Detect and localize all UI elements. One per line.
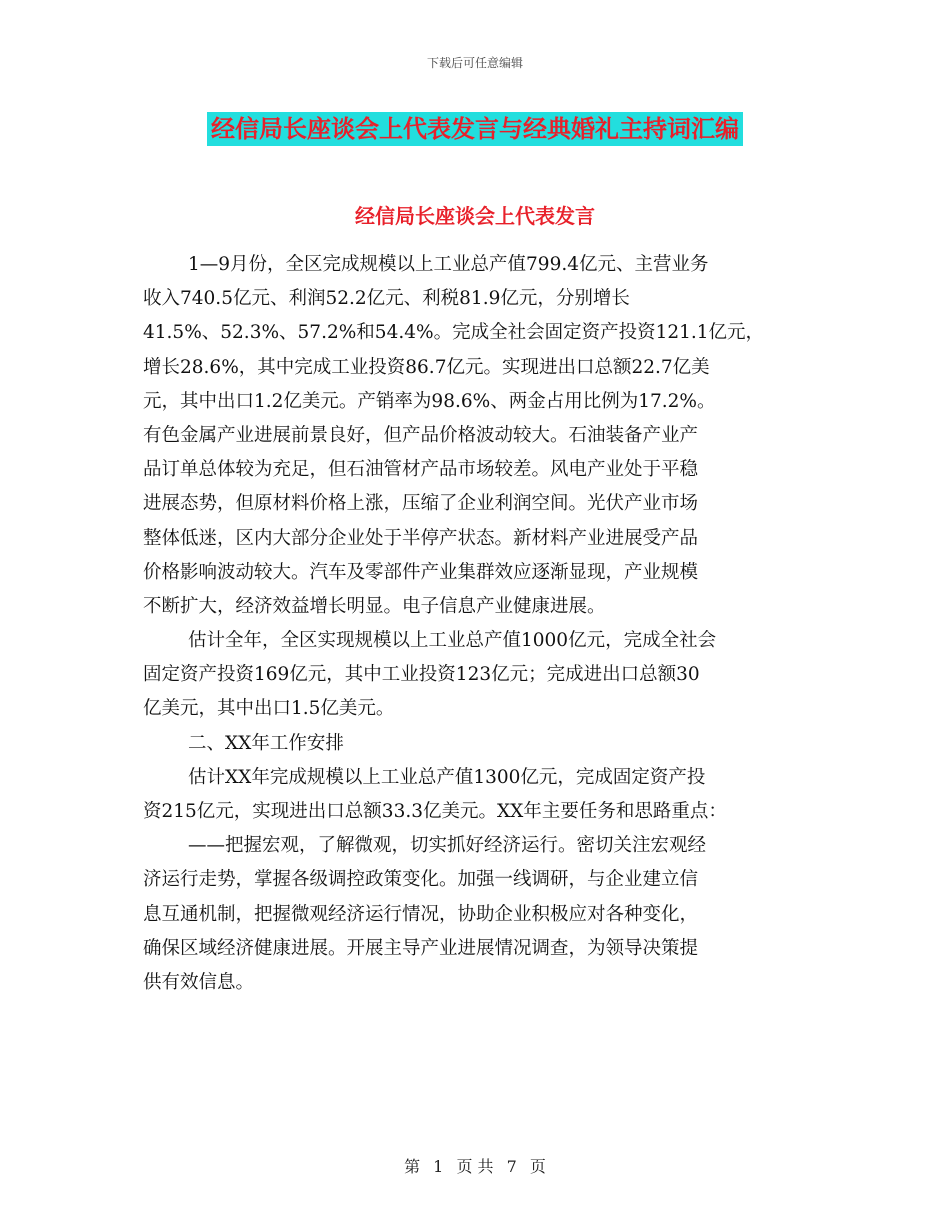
paragraph-line: 供有效信息。 bbox=[143, 971, 255, 993]
paragraph-line: ——把握宏观，了解微观，切实抓好经济运行。密切关注宏观经 bbox=[188, 835, 707, 857]
paragraph-line: 收入740.5亿元、利润52.2亿元、利税81.9亿元，分别增长 bbox=[143, 288, 630, 310]
page-label-suffix: 页 bbox=[529, 1157, 546, 1176]
header-note: 下载后可任意编辑 bbox=[426, 56, 523, 70]
section-heading: 二、XX年工作安排 bbox=[188, 732, 344, 754]
paragraph-line: 增长28.6%，其中完成工业投资86.7亿元。实现进出口总额22.7亿美 bbox=[143, 356, 710, 378]
paragraph-line: 估计全年，全区实现规模以上工业总产值1000亿元，完成全社会 bbox=[188, 630, 717, 652]
page-number: 1 bbox=[433, 1157, 444, 1176]
paragraph-line: 不断扩大，经济效益增长明显。电子信息产业健康进展。 bbox=[143, 595, 606, 617]
page-footer bbox=[0, 1154, 950, 1177]
paragraph-line: 品订单总体较为充足，但石油管材产品市场较差。风电产业处于平稳 bbox=[143, 459, 699, 481]
paragraph-line: 进展态势，但原材料价格上涨，压缩了企业利润空间。光伏产业市场 bbox=[143, 493, 699, 515]
paragraph-line: 固定资产投资169亿元，其中工业投资123亿元；完成进出口总额30 bbox=[143, 664, 700, 686]
body-text bbox=[143, 248, 810, 1000]
paragraph-line: 资215亿元，实现进出口总额33.3亿美元。XX年主要任务和思路重点： bbox=[143, 801, 727, 822]
paragraph-line: 确保区域经济健康进展。开展主导产业进展情况调查，为领导决策提 bbox=[143, 937, 699, 959]
paragraph-line: 亿美元，其中出口1.5亿美元。 bbox=[143, 698, 395, 720]
paragraph-line: 估计XX年完成规模以上工业总产值1300亿元，完成固定资产投 bbox=[188, 766, 706, 788]
paragraph-line: 息互通机制，把握微观经济运行情况，协助企业积极应对各种变化， bbox=[143, 903, 699, 925]
paragraph-line: 1—9月份，全区完成规模以上工业总产值799.4亿元、主营业务 bbox=[188, 254, 709, 275]
page-label-prefix: 第 bbox=[404, 1157, 421, 1176]
paragraph-line: 元，其中出口1.2亿美元。产销率为98.6%、两金占用比例为17.2%。 bbox=[143, 390, 716, 412]
page-label-mid: 页 共 bbox=[456, 1157, 494, 1176]
paragraph-line: 41.5%、52.3%、57.2%和54.4%。完成全社会固定资产投资121.1亿元， bbox=[143, 322, 765, 344]
section-title: 经信局长座谈会上代表发言 bbox=[355, 204, 595, 228]
paragraph-line: 济运行走势，掌握各级调控政策变化。加强一线调研，与企业建立信 bbox=[143, 869, 699, 891]
document-title: 经信局长座谈会上代表发言与经典婚礼主持词汇编 bbox=[207, 112, 743, 146]
total-pages: 7 bbox=[506, 1157, 517, 1176]
paragraph-line: 价格影响波动较大。汽车及零部件产业集群效应逐渐显现，产业规模 bbox=[143, 561, 699, 583]
paragraph-line: 有色金属产业进展前景良好，但产品价格波动较大。石油装备产业产 bbox=[143, 424, 699, 446]
paragraph-line: 整体低迷，区内大部分企业处于半停产状态。新材料产业进展受产品 bbox=[143, 527, 699, 549]
